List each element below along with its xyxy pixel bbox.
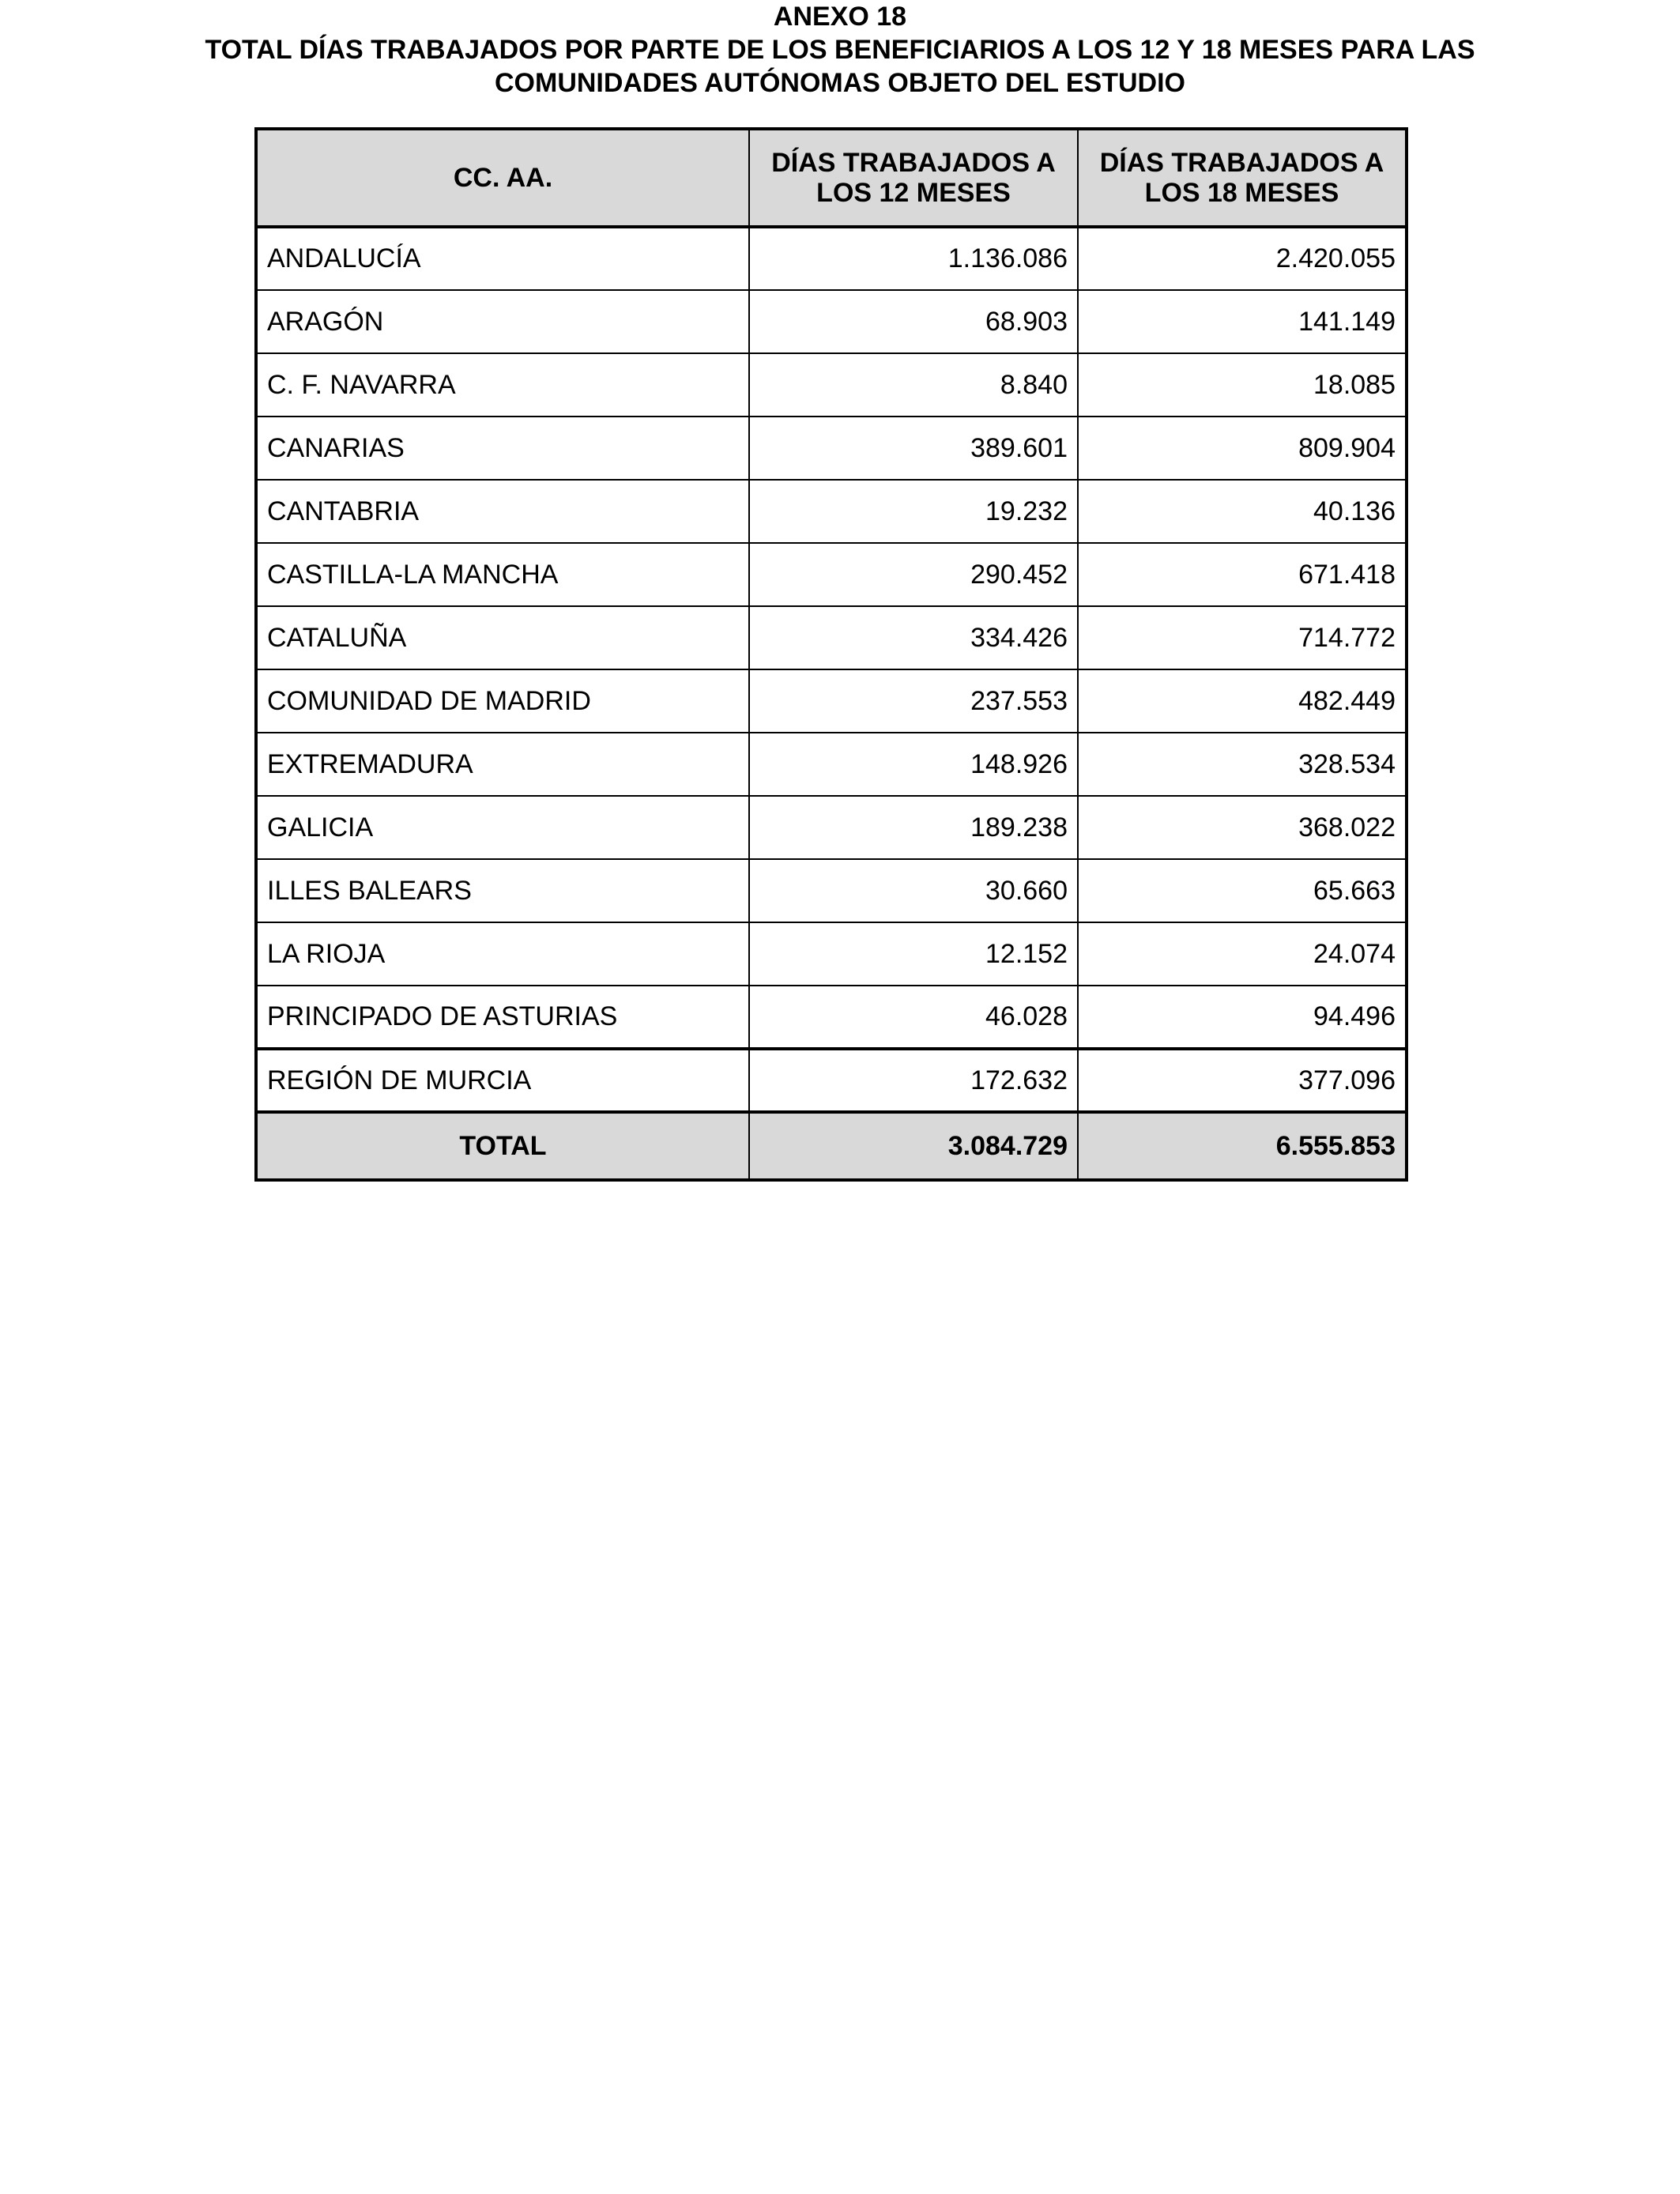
region-cell: CANARIAS	[256, 417, 749, 480]
days-12-months-cell: 290.452	[749, 543, 1078, 606]
days-worked-table-container	[254, 127, 1405, 1182]
table-row	[256, 227, 1407, 290]
table-row	[256, 669, 1407, 733]
table-row	[256, 1049, 1407, 1112]
days-12-months-cell: 46.028	[749, 986, 1078, 1049]
table-row	[256, 543, 1407, 606]
days-12-months-cell: 8.840	[749, 353, 1078, 417]
region-cell: C. F. NAVARRA	[256, 353, 749, 417]
table-row	[256, 290, 1407, 353]
table-row	[256, 480, 1407, 543]
region-cell: GALICIA	[256, 796, 749, 859]
days-12-months-cell: 68.903	[749, 290, 1078, 353]
table-row	[256, 986, 1407, 1049]
region-cell: CATALUÑA	[256, 606, 749, 669]
days-18-months-cell: 714.772	[1078, 606, 1407, 669]
days-18-months-cell: 18.085	[1078, 353, 1407, 417]
days-12-months-cell: 389.601	[749, 417, 1078, 480]
table-row	[256, 796, 1407, 859]
days-12-months-cell: 30.660	[749, 859, 1078, 922]
days-12-months-cell: 189.238	[749, 796, 1078, 859]
column-header-12-months: DÍAS TRABAJADOS A LOS 12 MESES	[749, 129, 1078, 227]
days-18-months-cell: 482.449	[1078, 669, 1407, 733]
region-cell: ILLES BALEARS	[256, 859, 749, 922]
days-18-months-cell: 377.096	[1078, 1049, 1407, 1112]
table-row	[256, 859, 1407, 922]
days-18-months-cell: 671.418	[1078, 543, 1407, 606]
annex-number: ANEXO 18	[773, 2, 907, 32]
total-row	[256, 1112, 1407, 1180]
days-18-months-cell: 368.022	[1078, 796, 1407, 859]
total-12-months: 3.084.729	[749, 1112, 1078, 1180]
days-12-months-cell: 1.136.086	[749, 227, 1078, 290]
days-18-months-cell: 40.136	[1078, 480, 1407, 543]
region-cell: PRINCIPADO DE ASTURIAS	[256, 986, 749, 1049]
days-12-months-cell: 12.152	[749, 922, 1078, 986]
days-12-months-cell: 172.632	[749, 1049, 1078, 1112]
days-12-months-cell: 237.553	[749, 669, 1078, 733]
region-cell: COMUNIDAD DE MADRID	[256, 669, 749, 733]
document-title-line-2: COMUNIDADES AUTÓNOMAS OBJETO DEL ESTUDIO	[495, 68, 1185, 98]
days-18-months-cell: 65.663	[1078, 859, 1407, 922]
table-body	[256, 227, 1407, 1112]
column-header-region: CC. AA.	[256, 129, 749, 227]
days-18-months-cell: 24.074	[1078, 922, 1407, 986]
table-header	[256, 129, 1407, 227]
document-title-line-1: TOTAL DÍAS TRABAJADOS POR PARTE DE LOS BENEFICIARIOS A LOS 12 Y 18 MESES PARA LAS	[205, 35, 1475, 65]
region-cell: CANTABRIA	[256, 480, 749, 543]
region-cell: LA RIOJA	[256, 922, 749, 986]
table-row	[256, 353, 1407, 417]
document-header	[0, 0, 1680, 100]
region-cell: CASTILLA-LA MANCHA	[256, 543, 749, 606]
days-18-months-cell: 328.534	[1078, 733, 1407, 796]
days-12-months-cell: 19.232	[749, 480, 1078, 543]
table-row	[256, 733, 1407, 796]
days-18-months-cell: 809.904	[1078, 417, 1407, 480]
table-row	[256, 417, 1407, 480]
region-cell: REGIÓN DE MURCIA	[256, 1049, 749, 1112]
days-18-months-cell: 94.496	[1078, 986, 1407, 1049]
region-cell: EXTREMADURA	[256, 733, 749, 796]
table-row	[256, 922, 1407, 986]
total-label: TOTAL	[256, 1112, 749, 1180]
table-footer	[256, 1112, 1407, 1180]
region-cell: ARAGÓN	[256, 290, 749, 353]
days-18-months-cell: 2.420.055	[1078, 227, 1407, 290]
column-header-18-months: DÍAS TRABAJADOS A LOS 18 MESES	[1078, 129, 1407, 227]
table-row	[256, 606, 1407, 669]
days-worked-table	[254, 127, 1408, 1182]
days-18-months-cell: 141.149	[1078, 290, 1407, 353]
region-cell: ANDALUCÍA	[256, 227, 749, 290]
total-18-months: 6.555.853	[1078, 1112, 1407, 1180]
days-12-months-cell: 334.426	[749, 606, 1078, 669]
days-12-months-cell: 148.926	[749, 733, 1078, 796]
table-header-row	[256, 129, 1407, 227]
